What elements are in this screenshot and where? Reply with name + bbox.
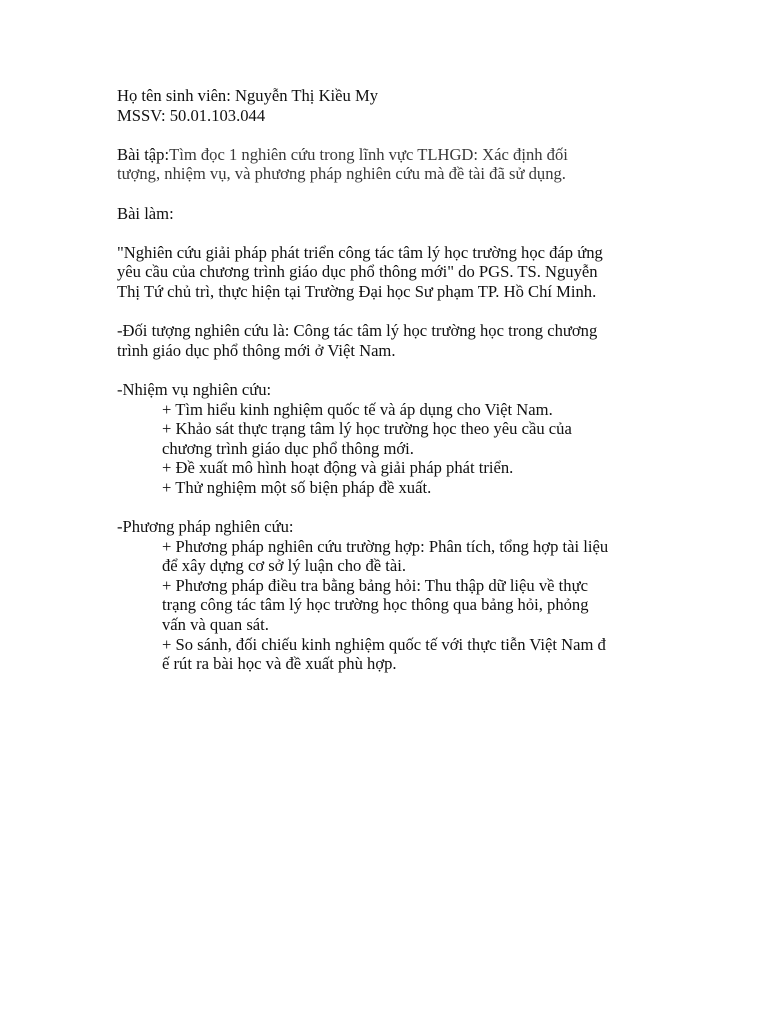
task-line: + Thử nghiệm một số biện pháp đề xuất. xyxy=(162,477,432,497)
method-line: + Phương pháp nghiên cứu trường hợp: Phân tích, tổng hợp tài liệu xyxy=(162,536,609,556)
study-line: yêu cầu của chương trình giáo dục phổ thông mới" do PGS. TS. Nguyễn xyxy=(117,262,598,282)
study-line: Thị Tứ chủ trì, thực hiện tại Trường Đại học Sư phạm TP. Hồ Chí Minh. xyxy=(117,281,597,301)
assignment-line-1 xyxy=(117,145,657,165)
tasks-heading: -Nhiệm vụ nghiên cứu: xyxy=(117,379,272,399)
spacer xyxy=(117,360,657,380)
answer-heading: Bài làm: xyxy=(117,203,174,223)
student-name: Họ tên sinh viên: Nguyễn Thị Kiều My xyxy=(117,86,379,105)
document-page xyxy=(117,86,657,674)
object-line: -Đối tượng nghiên cứu là: Công tác tâm lý học trường học trong chương xyxy=(117,321,598,341)
spacer xyxy=(117,223,657,243)
assignment-text: Tìm đọc 1 nghiên cứu trong lĩnh vực TLHGD: Xác định đối xyxy=(169,144,568,164)
method-line: + So sánh, đối chiếu kinh nghiệm quốc tế với thực tiễn Việt Nam đ xyxy=(162,634,606,654)
task-line: + Đề xuất mô hình hoạt động và giải pháp phát triển. xyxy=(162,458,514,478)
methods-heading: -Phương pháp nghiên cứu: xyxy=(117,517,294,537)
method-line: + Phương pháp điều tra bằng bảng hỏi: Thu thập dữ liệu về thực xyxy=(162,575,588,595)
task-line: + Khảo sát thực trạng tâm lý học trường học theo yêu cầu của xyxy=(162,419,572,439)
spacer xyxy=(117,184,657,204)
student-id: MSSV: 50.01.103.044 xyxy=(117,105,266,125)
task-line: chương trình giáo dục phổ thông mới. xyxy=(162,438,414,458)
assignment-label: Bài tập: xyxy=(117,144,170,164)
spacer xyxy=(117,302,657,322)
object-line: trình giáo dục phổ thông mới ở Việt Nam. xyxy=(117,340,396,360)
method-line: trạng công tác tâm lý học trường học thông qua bảng hỏi, phỏng xyxy=(162,595,589,615)
method-line: vấn và quan sát. xyxy=(162,615,269,635)
method-line: để xây dựng cơ sở lý luận cho đề tài. xyxy=(162,556,407,576)
method-line: ế rút ra bài học và đề xuất phù hợp. xyxy=(162,654,397,674)
assignment-line-2: tượng, nhiệm vụ, và phương pháp nghiên cứu mà đề tài đã sử dụng. xyxy=(117,164,566,184)
spacer xyxy=(117,497,657,517)
study-line: "Nghiên cứu giải pháp phát triển công tác tâm lý học trường học đáp ứng xyxy=(117,242,603,262)
task-line: + Tìm hiểu kinh nghiệm quốc tế và áp dụng cho Việt Nam. xyxy=(162,399,553,419)
spacer xyxy=(117,125,657,145)
